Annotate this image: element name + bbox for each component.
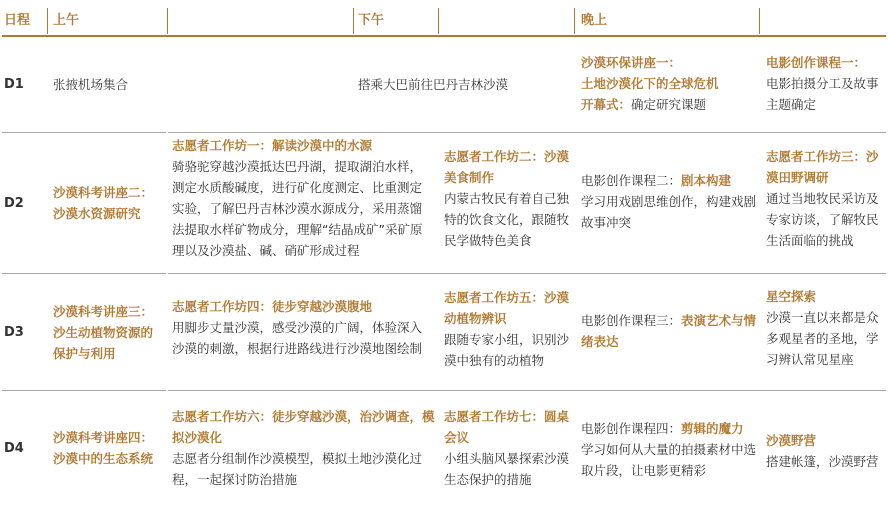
d2-workshop3 bbox=[766, 146, 884, 251]
day-label-d3: D3 bbox=[4, 324, 24, 340]
d3-workshop5-text: 跟随专家小组，识别沙漠中独有的动植物 bbox=[444, 332, 570, 368]
d4-workshop6-text: 志愿者分组制作沙漠模型，模拟土地沙漠化过程，一起探讨防治措施 bbox=[172, 451, 423, 487]
d4-film-text: 学习如何从大量的拍摄素材中选取片段，让电影更精彩 bbox=[581, 442, 757, 478]
d1-lecture-title: 沙漠环保讲座一： bbox=[581, 55, 682, 70]
header-evening: 晚上 bbox=[581, 13, 608, 28]
d4-camping-title: 沙漠野营 bbox=[766, 433, 817, 448]
d3-evening-film bbox=[581, 310, 757, 352]
d1-evening-lecture bbox=[581, 52, 757, 115]
d2-workshop3-title: 志愿者工作坊三：沙漠田野调研 bbox=[766, 149, 879, 185]
header-afternoon: 下午 bbox=[358, 13, 385, 28]
d2-lecture: 沙漠科考讲座二：沙漠水资源研究 bbox=[53, 185, 154, 221]
d3-workshop4 bbox=[172, 296, 434, 359]
day-label-d1: D1 bbox=[4, 76, 24, 92]
header-divider bbox=[759, 8, 760, 34]
row-divider bbox=[168, 132, 886, 133]
d2-workshop1-text: 骑骆驼穿越沙漠抵达巴丹湖，提取湖泊水样，测定水质酸碱度，进行矿化度测定、比重测定实验，了解巴丹吉林沙漠水源成分，采用蒸馏法提取水样矿物成分，理解“结晶成矿”采矿原理以及沙漠盐、碱、硝矿形成过程 bbox=[172, 159, 423, 258]
d1-lecture-subtitle: 土地沙漠化下的全球危机 bbox=[581, 76, 719, 91]
d3-stargazing-title: 星空探索 bbox=[766, 289, 817, 304]
header-divider bbox=[438, 8, 439, 34]
d3-film-prefix: 电影创作课程三： bbox=[581, 313, 682, 328]
row-divider bbox=[168, 390, 886, 391]
d1-evening-film bbox=[766, 52, 884, 115]
d4-workshop7 bbox=[444, 406, 572, 490]
d4-film-prefix: 电影创作课程四： bbox=[581, 421, 682, 436]
d3-film-accent: 表演艺术与情绪表达 bbox=[581, 313, 757, 349]
d4-film-title bbox=[581, 418, 757, 439]
d1-opening-label: 开幕式： bbox=[581, 97, 632, 112]
d4-workshop6 bbox=[172, 406, 436, 490]
d2-workshop2 bbox=[444, 146, 572, 251]
d1-opening-text: 确定研究课题 bbox=[631, 97, 707, 112]
d2-workshop1-title: 志愿者工作坊一：解读沙漠中的水源 bbox=[172, 138, 373, 153]
d3-stargazing-text: 沙漠一直以来都是众多观星者的圣地，学习辨认常见星座 bbox=[766, 310, 879, 367]
d3-stargazing bbox=[766, 286, 884, 370]
d3-lecture: 沙漠科考讲座三：沙生动植物资源的保护与利用 bbox=[53, 303, 154, 361]
d4-camping-text: 搭建帐篷，沙漠野营 bbox=[766, 454, 879, 469]
d4-evening-film bbox=[581, 418, 757, 481]
d4-workshop7-title: 志愿者工作坊七：圆桌会议 bbox=[444, 409, 570, 445]
d2-evening-film bbox=[581, 170, 757, 233]
header-divider bbox=[574, 8, 575, 34]
d2-workshop2-text: 内蒙古牧民有着自己独特的饮食文化，跟随牧民学做特色美食 bbox=[444, 191, 570, 248]
header-divider bbox=[47, 8, 48, 34]
d4-lecture: 沙漠科考讲座四：沙漠中的生态系统 bbox=[53, 430, 154, 466]
header-divider bbox=[167, 8, 168, 34]
d2-film-text: 学习用戏剧思维创作，构建戏剧故事冲突 bbox=[581, 194, 757, 230]
d2-film-prefix: 电影创作课程二： bbox=[581, 173, 682, 188]
header-divider bbox=[353, 8, 354, 34]
d2-workshop3-text: 通过当地牧民采访及专家访谈，了解牧民生活面临的挑战 bbox=[766, 191, 879, 248]
row-divider bbox=[168, 273, 886, 274]
d3-workshop4-title: 志愿者工作坊四：徒步穿越沙漠腹地 bbox=[172, 299, 373, 314]
d4-camping bbox=[766, 430, 884, 472]
d2-workshop2-title: 志愿者工作坊二：沙漠美食制作 bbox=[444, 149, 570, 185]
header-morning: 上午 bbox=[53, 13, 80, 28]
d3-workshop5 bbox=[444, 287, 572, 371]
d2-film-title bbox=[581, 170, 757, 191]
d4-workshop7-text: 小组头脑风暴探索沙漠生态保护的措施 bbox=[444, 451, 570, 487]
d1-film-text: 电影拍摄分工及故事主题确定 bbox=[766, 76, 879, 112]
d4-workshop6-title: 志愿者工作坊六：徒步穿越沙漠，治沙调查，模拟沙漠化 bbox=[172, 409, 435, 445]
d1-morning: 张掖机场集合 bbox=[53, 76, 129, 92]
d1-afternoon: 搭乘大巴前往巴丹吉林沙漠 bbox=[358, 76, 509, 92]
d3-workshop4-text: 用脚步丈量沙漠，感受沙漠的广阔，体验深入沙漠的刺激，根据行进路线进行沙漠地图绘制 bbox=[172, 320, 423, 356]
day-label-d4: D4 bbox=[4, 440, 24, 456]
day-label-d2: D2 bbox=[4, 195, 24, 211]
d4-film-accent: 剪辑的魔力 bbox=[681, 421, 744, 436]
d1-film-title: 电影创作课程一： bbox=[766, 55, 867, 70]
header-day: 日程 bbox=[4, 13, 31, 28]
d1-opening bbox=[581, 94, 757, 115]
d2-film-accent: 剧本构建 bbox=[681, 173, 732, 188]
d2-workshop1 bbox=[172, 135, 434, 261]
d3-workshop5-title: 志愿者工作坊五：沙漠动植物辨识 bbox=[444, 290, 570, 326]
